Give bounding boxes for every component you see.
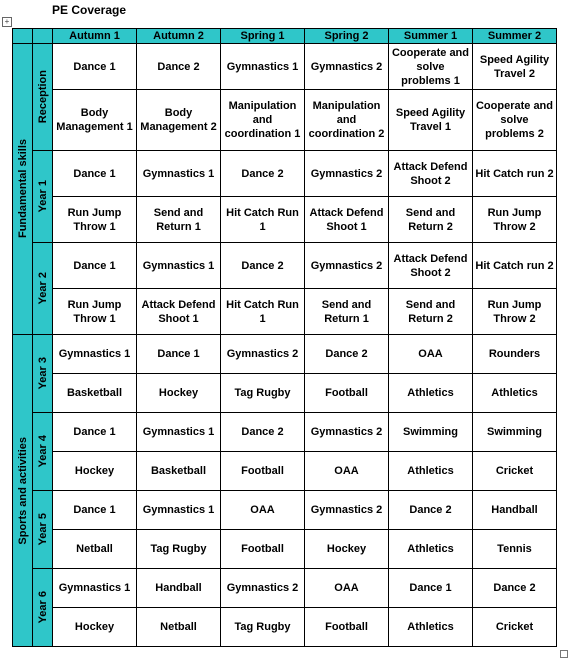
table-cell: Manipulation and coordination 2 [305,90,389,151]
table-cell: Gymnastics 1 [137,413,221,452]
table-cell: Tag Rugby [221,608,305,647]
table-row [13,491,557,530]
table-cell: Hockey [305,530,389,569]
group-label-text: Year 3 [36,357,49,390]
group-label-text: Reception [36,70,49,124]
table-cell: Send and Return 1 [305,289,389,335]
table-cell: Gymnastics 2 [221,335,305,374]
table-cell: Dance 2 [221,243,305,289]
table-cell: Gymnastics 2 [305,243,389,289]
resize-handle-icon[interactable] [560,650,568,658]
table-cell: Attack Defend Shoot 2 [389,151,473,197]
table-cell: Hit Catch Run 1 [221,289,305,335]
table-cell: Handball [473,491,557,530]
table-cell: Gymnastics 1 [137,151,221,197]
column-header: Autumn 1 [53,29,137,44]
table-cell: Football [221,452,305,491]
table-cell: Speed Agility Travel 2 [473,44,557,90]
table-row [13,151,557,197]
table-cell: Dance 1 [53,413,137,452]
table-row [13,569,557,608]
group-label-text: Year 2 [36,272,49,305]
document-title: PE Coverage [52,3,127,17]
table-cell: Send and Return 1 [137,197,221,243]
section-label-text: Fundamental skills [16,139,29,239]
table-cell: Football [221,530,305,569]
table-cell: Gymnastics 1 [53,335,137,374]
table-cell: Gymnastics 2 [221,569,305,608]
table-cell: Athletics [389,530,473,569]
table-cell: Netball [53,530,137,569]
table-cell: Hockey [53,452,137,491]
section-label [13,335,33,647]
table-cell: Basketball [53,374,137,413]
table-cell: Body Management 2 [137,90,221,151]
table-cell: Athletics [389,608,473,647]
column-header: Summer 2 [473,29,557,44]
table-cell: Tennis [473,530,557,569]
group-label [33,491,53,569]
table-cell: Gymnastics 1 [137,243,221,289]
table-cell: Dance 2 [221,413,305,452]
table-cell: Dance 2 [305,335,389,374]
table-cell: Send and Return 2 [389,197,473,243]
table-row [13,44,557,90]
table-cell: Gymnastics 1 [53,569,137,608]
group-label [33,243,53,335]
table-cell: Hit Catch run 2 [473,151,557,197]
table-row [13,608,557,647]
table-cell: Dance 2 [137,44,221,90]
group-label [33,413,53,491]
table-cell: Athletics [389,452,473,491]
header-row [13,29,557,44]
table-row [13,289,557,335]
header-corner-2 [33,29,53,44]
section-label [13,44,33,335]
table-cell: Hit Catch run 2 [473,243,557,289]
group-label-text: Year 6 [36,591,49,624]
table-cell: Gymnastics 2 [305,151,389,197]
section-label-text: Sports and activities [16,436,29,545]
table-cell: Football [305,374,389,413]
table-cell: Hockey [53,608,137,647]
table-cell: Dance 1 [53,243,137,289]
table-cell: Athletics [473,374,557,413]
table-cell: Dance 1 [53,491,137,530]
table-cell: Run Jump Throw 2 [473,197,557,243]
table-cell: OAA [389,335,473,374]
table-row [13,243,557,289]
group-label [33,44,53,151]
table-cell: Dance 1 [389,569,473,608]
table-cell: Dance 2 [221,151,305,197]
table-cell: Athletics [389,374,473,413]
column-header: Spring 1 [221,29,305,44]
table-cell: Tag Rugby [137,530,221,569]
table-row [13,90,557,151]
table-cell: Cricket [473,452,557,491]
table-cell: OAA [221,491,305,530]
table-cell: Cooperate and solve problems 2 [473,90,557,151]
table-cell: Dance 1 [137,335,221,374]
pe-coverage-table [12,28,557,647]
table-cell: Cooperate and solve problems 1 [389,44,473,90]
table-row [13,197,557,243]
table-cell: Run Jump Throw 1 [53,197,137,243]
table-row [13,452,557,491]
group-label [33,335,53,413]
table-cell: Dance 2 [473,569,557,608]
table-row [13,530,557,569]
group-label [33,151,53,243]
table-cell: Run Jump Throw 2 [473,289,557,335]
table-cell: Hockey [137,374,221,413]
group-label-text: Year 1 [36,180,49,213]
table-cell: Football [305,608,389,647]
table-cell: Gymnastics 1 [221,44,305,90]
table-cell: Cricket [473,608,557,647]
group-label-text: Year 5 [36,513,49,546]
table-cell: Gymnastics 2 [305,413,389,452]
table-cell: Hit Catch Run 1 [221,197,305,243]
table-cell: Speed Agility Travel 1 [389,90,473,151]
column-header: Autumn 2 [137,29,221,44]
table-cell: Dance 1 [53,151,137,197]
table-cell: OAA [305,452,389,491]
group-label-text: Year 4 [36,435,49,468]
table-cell: Attack Defend Shoot 1 [137,289,221,335]
table-cell: Gymnastics 2 [305,491,389,530]
table-cell: Attack Defend Shoot 1 [305,197,389,243]
table-cell: Netball [137,608,221,647]
table-cell: Handball [137,569,221,608]
table-cell: Gymnastics 1 [137,491,221,530]
table-cell: Gymnastics 2 [305,44,389,90]
table-row [13,413,557,452]
table-cell: Tag Rugby [221,374,305,413]
table-cell: Body Management 1 [53,90,137,151]
table-cell: Swimming [473,413,557,452]
table-cell: Swimming [389,413,473,452]
table-cell: OAA [305,569,389,608]
table-cell: Dance 1 [53,44,137,90]
table-row [13,335,557,374]
table-cell: Dance 2 [389,491,473,530]
header-corner [13,29,33,44]
table-cell: Basketball [137,452,221,491]
table-cell: Rounders [473,335,557,374]
table-cell: Attack Defend Shoot 2 [389,243,473,289]
column-header: Summer 1 [389,29,473,44]
table-cell: Manipulation and coordination 1 [221,90,305,151]
move-cross-icon[interactable]: + [2,17,12,27]
table-cell: Run Jump Throw 1 [53,289,137,335]
column-header: Spring 2 [305,29,389,44]
group-label [33,569,53,647]
table-cell: Send and Return 2 [389,289,473,335]
table-row [13,374,557,413]
